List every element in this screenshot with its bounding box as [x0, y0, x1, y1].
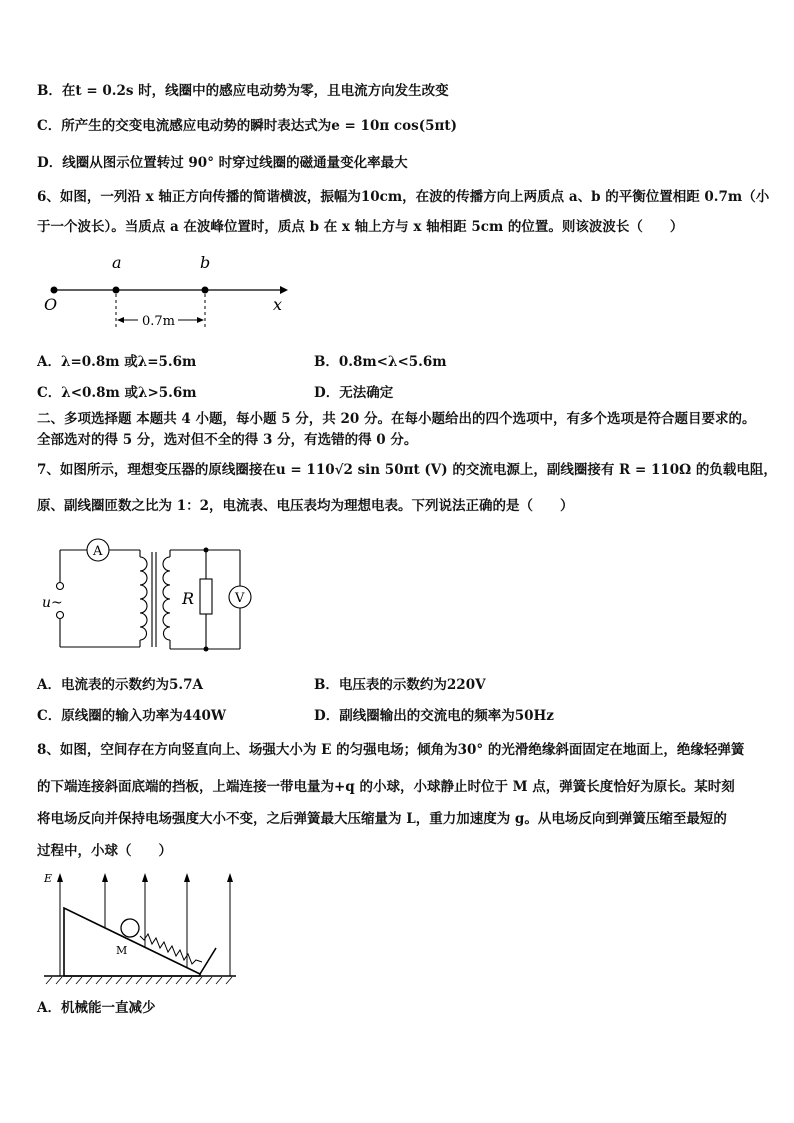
q7-stem-line2: 原、副线圈匝数之比为 1：2，电流表、电压表均为理想电表。下列说法正确的是（ ）	[37, 498, 574, 514]
field-arrow-2-icon	[102, 873, 108, 882]
q7-stem-line1: 7、如图所示，理想变压器的原线圈接在u = 110√2 sin 50πt (V) 的交流电源上，副线圈接有 R = 110Ω 的负载电阻，	[37, 462, 777, 478]
ground-hatching	[46, 977, 232, 984]
q7-option-b: B．电压表的示数约为220V	[314, 677, 486, 693]
q8-stem-line2: 的下端连接斜面底端的挡板，上端连接一带电量为+q 的小球，小球静止时位于 M 点，弹簧长度恰好为原长。某时刻	[37, 779, 735, 795]
junction-dot-bottom	[204, 647, 209, 652]
q6-option-b: B．0.8m<λ<5.6m	[314, 354, 447, 370]
secondary-coil	[163, 557, 170, 640]
field-label: E	[44, 872, 53, 885]
q7-transformer-figure	[40, 537, 255, 657]
point-a-dot	[113, 287, 120, 294]
field-arrow-4-icon	[184, 873, 190, 882]
q8-stem-line4: 过程中，小球（ ）	[37, 843, 172, 859]
q6-option-a: A．λ=0.8m 或λ=5.6m	[37, 354, 197, 370]
q5-option-b: B．在t = 0.2s 时，线圈中的感应电动势为零，且电流方向发生改变	[37, 83, 449, 99]
q8-stem-line3: 将电场反向并保持电场强度大小不变，之后弹簧最大压缩量为 L，重力加速度为 g。从电场反向到弹簧压缩至最短的	[37, 811, 727, 827]
baffle-plate	[200, 948, 216, 974]
point-a-label: a	[112, 253, 122, 272]
section2-header-line2: 全部选对的得 5 分，选对但不全的得 3 分，有选错的得 0 分。	[37, 432, 418, 448]
point-b-label: b	[200, 253, 211, 272]
section2-header-line1: 二、多项选择题 本题共 4 小题，每小题 5 分，共 20 分。在每小题给出的四个选项中，有多个选项是符合题目要求的。	[37, 411, 756, 427]
dim-arrow-right-icon	[197, 317, 204, 323]
origin-dot	[51, 287, 58, 294]
source-terminal-bottom	[57, 612, 64, 619]
q8-incline-figure	[40, 868, 240, 986]
resistor-label: R	[182, 589, 195, 608]
ball-label: M	[116, 944, 128, 957]
q7-option-c: C．原线圈的输入功率为440W	[37, 708, 227, 724]
voltmeter-label: V	[235, 591, 245, 606]
q5-option-c: C．所产生的交变电流感应电动势的瞬时表达式为e = 10π cos(5πt)	[37, 118, 458, 134]
source-terminal-top	[57, 583, 64, 590]
q5-option-d: D．线圈从图示位置转过 90° 时穿过线圈的磁通量变化率最大	[37, 155, 408, 171]
field-arrow-3-icon	[142, 873, 148, 882]
charged-ball	[121, 919, 139, 937]
x-axis-arrow-icon	[280, 286, 288, 294]
q8-stem-line1: 8、如图，空间存在方向竖直向上、场强大小为 E 的匀强电场；倾角为30° 的光滑绝缘斜面固定在地面上，绝缘轻弹簧	[37, 742, 745, 758]
q6-option-c: C．λ<0.8m 或λ>5.6m	[37, 385, 197, 401]
ammeter-label: A	[93, 544, 103, 559]
distance-label: 0.7m	[142, 314, 176, 329]
point-b-dot	[202, 287, 209, 294]
q6-wave-figure	[40, 248, 300, 338]
dim-arrow-left-icon	[117, 317, 124, 323]
q6-stem-line1: 6、如图，一列沿 x 轴正方向传播的简谐横波，振幅为10cm，在波的传播方向上两质点 a、b 的平衡位置相距 0.7m（小	[37, 189, 770, 205]
source-label: u~	[42, 595, 63, 611]
field-arrow-5-icon	[227, 873, 233, 882]
field-arrow-1-icon	[57, 873, 63, 882]
q6-option-d: D．无法确定	[314, 385, 394, 401]
q6-stem-line2: 于一个波长）。当质点 a 在波峰位置时，质点 b 在 x 轴上方与 x 轴相距 5cm 的位置。则该波波长（ ）	[37, 219, 684, 235]
primary-coil	[140, 557, 147, 640]
q8-option-a: A．机械能一直减少	[37, 1000, 156, 1016]
x-axis-label: x	[273, 295, 283, 314]
q7-option-d: D．副线圈输出的交流电的频率为50Hz	[314, 708, 554, 724]
incline-wedge	[64, 908, 200, 976]
resistor-body	[200, 579, 212, 614]
junction-dot-top	[204, 548, 209, 553]
origin-label: O	[44, 295, 58, 314]
q7-option-a: A．电流表的示数约为5.7A	[37, 677, 203, 693]
